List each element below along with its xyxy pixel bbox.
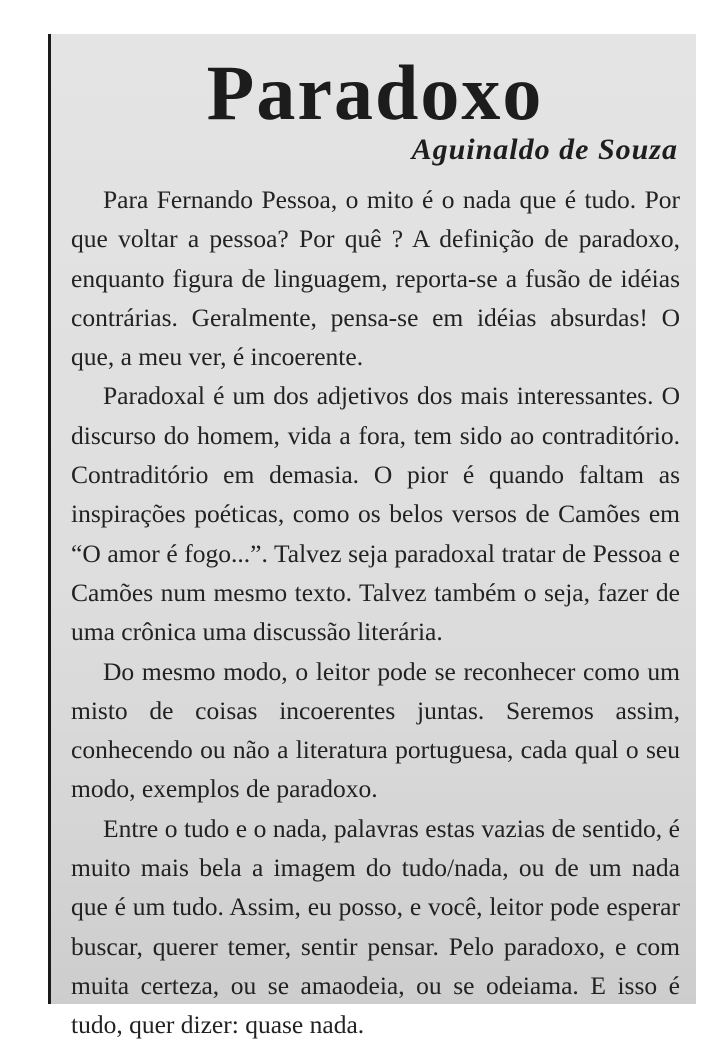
paragraph-1: Para Fernando Pessoa, o mito é o nada que é tudo. Por que voltar a pessoa? Por quê ? A definição de paradoxo, enquanto figura de linguagem, reporta-se a fusão de idéias contrárias. Geralmente, pensa-se em idéias absurdas! O que, a meu ver, é incoerente. [71, 185, 680, 372]
paragraph-2: Paradoxal é um dos adjetivos dos mais interessantes. O discurso do homem, vida a fora, tem sido ao contraditório. Contraditório em demasia. O pior é quando faltam as inspirações poéticas, como os belos versos de Camões em “O amor é fogo...”. Talvez seja paradoxal tratar de Pessoa e Camões num mesmo texto. Talvez também o seja, fazer de uma crônica uma discussão literária. [71, 381, 680, 647]
newspaper-clipping [48, 34, 696, 1040]
paragraph-4: Entre o tudo e o nada, palavras estas vazias de sentido, é muito mais bela a imagem do tudo/nada, ou de um nada que é um tudo. Assim, eu posso, e você, leitor pode esperar buscar, querer temer, sentir pensar. Pelo paradoxo, e com muita certeza, ou se amaodeia, ou se odeiama. E isso é tudo, quer dizer: quase nada. [71, 813, 680, 1040]
article-body [71, 180, 680, 1045]
article-title: Paradoxo [206, 49, 544, 136]
article-author: Aguinaldo de Souza [411, 133, 678, 166]
paragraph-3: Do mesmo modo, o leitor pode se reconhecer como um misto de coisas incoerentes juntas. Seremos assim, conhecendo ou não a literatura portuguesa, cada qual o seu modo, exemplos de paradoxo. [71, 656, 680, 804]
